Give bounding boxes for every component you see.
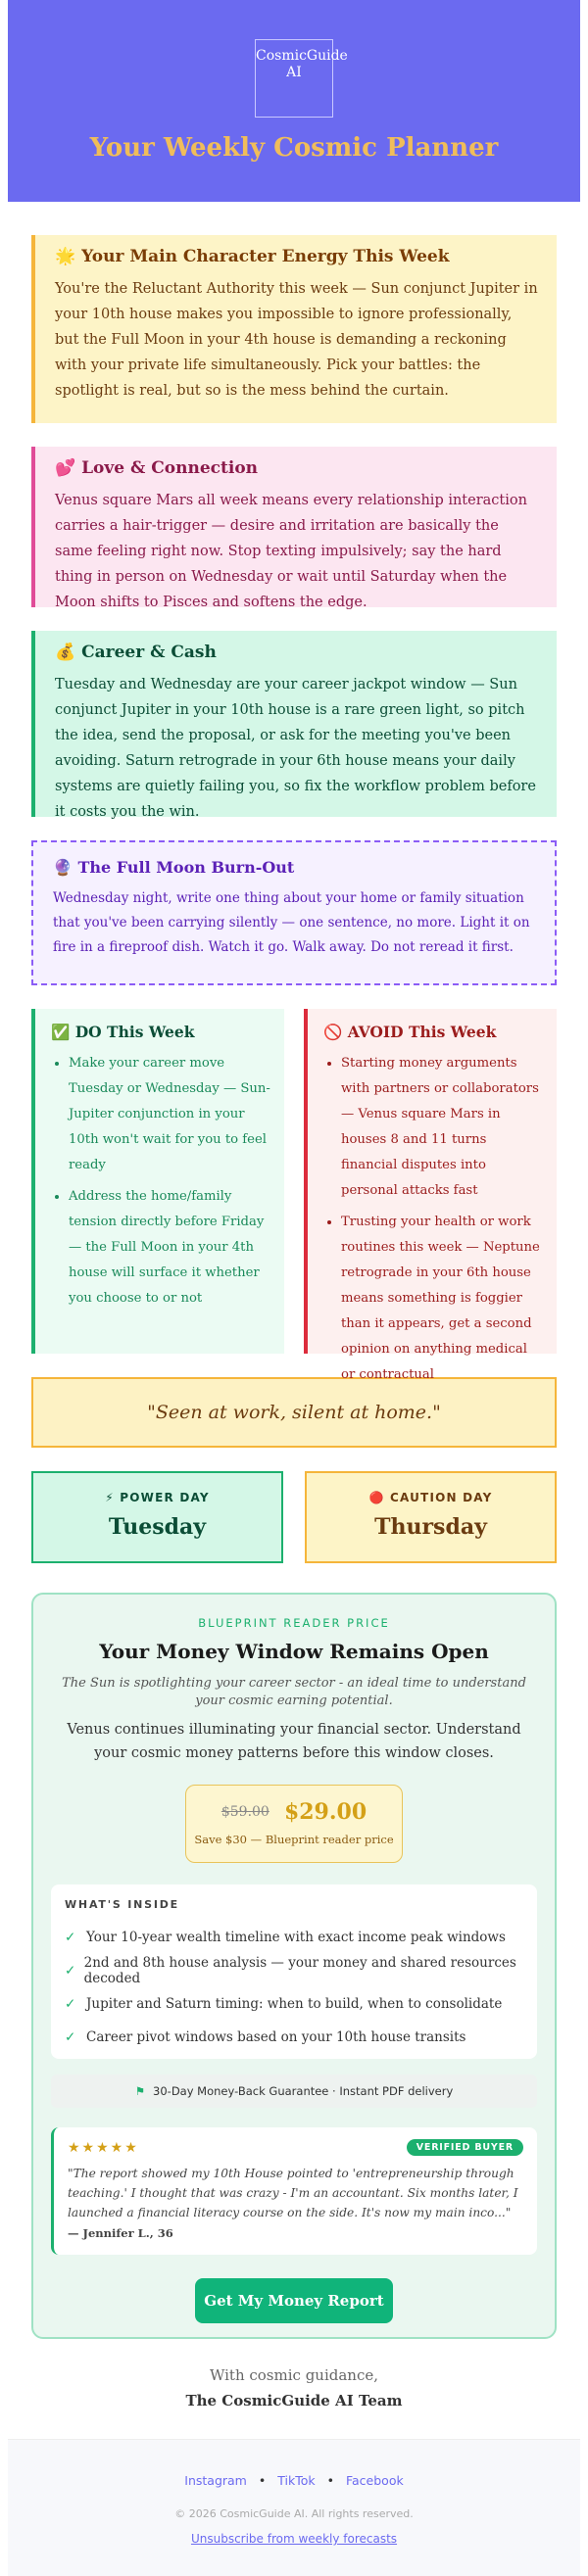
star-rating-icon: ★★★★★ bbox=[68, 2139, 139, 2156]
checkmark-icon: ✓ bbox=[65, 1996, 76, 2012]
facebook-link[interactable]: Facebook bbox=[345, 2473, 404, 2488]
tiktok-link[interactable]: TikTok bbox=[277, 2473, 316, 2488]
career-heading: 💰 Career & Cash bbox=[55, 643, 217, 662]
header bbox=[8, 0, 580, 202]
price-box bbox=[185, 1785, 403, 1863]
avoid-list bbox=[323, 1051, 543, 1388]
energy-body: You're the Reluctant Authority this week — Sun conjunct Jupiter in your 10th house makes you impossible to ignore professionally, but the Full Moon in your 4th house is demanding a reckoning with your private life simultaneously. Pick your battles: the spotlight is real, but so is the mess behind the curtain. bbox=[55, 281, 538, 399]
caution-day-label: 🔴 CAUTION DAY bbox=[368, 1491, 493, 1504]
content bbox=[0, 235, 588, 2409]
inside-item bbox=[65, 1954, 523, 1987]
do-item: • Make your career move Tuesday or Wednesday — Sun-Jupiter conjunction in your 10th won't wait for you to feel ready bbox=[69, 1051, 270, 1178]
testimonial-card bbox=[51, 2127, 537, 2255]
unsubscribe-link[interactable]: Unsubscribe from weekly forecasts bbox=[190, 2532, 398, 2546]
love-section bbox=[31, 447, 557, 610]
do-column bbox=[31, 1009, 284, 1354]
instagram-link[interactable]: Instagram bbox=[184, 2473, 247, 2488]
do-list bbox=[51, 1051, 270, 1312]
power-day-card bbox=[31, 1471, 283, 1563]
inside-item bbox=[65, 2021, 523, 2054]
checkmark-icon: ✓ bbox=[65, 1930, 76, 1945]
footer bbox=[8, 2439, 580, 2576]
full-moon-heading: 🔮 The Full Moon Burn-Out bbox=[53, 858, 295, 877]
inside-item-label: Your 10-year wealth timeline with exact income peak windows bbox=[86, 1930, 506, 1945]
do-avoid-columns bbox=[31, 1009, 557, 1382]
love-body: Venus square Mars all week means every relationship interaction carries a hair-trigger — desire and irritation are basically the same feeling right now. Stop texting impulsively; say the hard thing in person on Wednesday or wait until Saturday when the Moon shifts to Pisces and softens the edge. bbox=[55, 493, 527, 610]
inside-item-label: Jupiter and Saturn timing: when to build, when to consolidate bbox=[86, 1996, 503, 2012]
power-day-label: ⚡ POWER DAY bbox=[105, 1491, 210, 1504]
get-money-report-button[interactable]: Get My Money Report bbox=[195, 2278, 393, 2323]
career-body: Tuesday and Wednesday are your career jackpot window — Sun conjunct Jupiter in your 10th house is a rare green light, so pitch the idea, send the proposal, or ask for the meeting you've been avoiding. Saturn retrograde in your 6th house means your daily systems are quietly failing you, so fix the workflow problem before it costs you the win. bbox=[55, 677, 536, 820]
logo-image: CosmicGuide AI bbox=[255, 39, 333, 118]
caution-day-card bbox=[305, 1471, 557, 1563]
signoff-team: The CosmicGuide AI Team bbox=[185, 2392, 403, 2409]
guarantee-text: 30-Day Money-Back Guarantee · Instant PDF delivery bbox=[153, 2084, 454, 2098]
offer-title: Your Money Window Remains Open bbox=[99, 1640, 489, 1663]
testimonial-text: "The report showed my 10th House pointed to 'entrepreneurship through teaching.' I thought that was crazy - I'm an accountant. Six months later, I launched a financial literacy course on the side. It's now my main inco..." bbox=[68, 2167, 518, 2219]
power-day-value: Tuesday bbox=[108, 1514, 207, 1540]
testimonial-header bbox=[68, 2139, 523, 2156]
inside-item-label: 2nd and 8th house analysis — your money and shared resources decoded bbox=[83, 1955, 516, 1986]
guarantee-bar bbox=[51, 2075, 537, 2108]
inside-item bbox=[65, 1987, 523, 2021]
checkmark-icon: ✓ bbox=[65, 1963, 76, 1979]
career-section bbox=[31, 631, 557, 820]
offer-body: Venus continues illuminating your financial sector. Understand your cosmic money patterns before this window closes. bbox=[67, 1722, 521, 1761]
whats-inside-title: WHAT'S INSIDE bbox=[65, 1898, 179, 1911]
whats-inside-box bbox=[51, 1884, 537, 2059]
separator-dot: • bbox=[326, 2473, 334, 2488]
copyright: © 2026 CosmicGuide AI. All rights reserved. bbox=[174, 2507, 414, 2520]
full-moon-section bbox=[31, 840, 557, 985]
avoid-column bbox=[304, 1009, 557, 1382]
caution-day-value: Thursday bbox=[374, 1514, 487, 1540]
inside-item bbox=[65, 1921, 523, 1954]
price-save-note: Save $30 — Blueprint reader price bbox=[194, 1833, 394, 1846]
price-new: $29.00 bbox=[283, 1799, 368, 1825]
avoid-item: • Starting money arguments with partners or collaborators — Venus square Mars in houses 8 and 11 turns financial disputes into personal attacks fast bbox=[341, 1051, 543, 1204]
energy-section bbox=[31, 235, 557, 423]
verified-buyer-badge: VERIFIED BUYER bbox=[407, 2139, 523, 2156]
separator-dot: • bbox=[258, 2473, 267, 2488]
quote-text: "Seen at work, silent at home." bbox=[147, 1402, 441, 1423]
full-moon-body: Wednesday night, write one thing about your home or family situation that you've been carrying silently — one sentence, no more. Light it on fire in a fireproof dish. Watch it go. Walk away. Do not reread it first. bbox=[53, 890, 530, 955]
do-item: • Address the home/family tension directly before Friday — the Full Moon in your 4th house will surface it whether you choose to or not bbox=[69, 1184, 270, 1312]
signoff bbox=[31, 2366, 557, 2409]
offer-subtitle: The Sun is spotlighting your career sector - an ideal time to understand your cosmic earning potential. bbox=[62, 1676, 526, 1708]
flag-icon: ⚑ bbox=[134, 2084, 146, 2098]
do-heading: ✅ DO This Week bbox=[51, 1023, 195, 1041]
avoid-heading: 🚫 AVOID This Week bbox=[323, 1023, 497, 1041]
offer-eyebrow: BLUEPRINT READER PRICE bbox=[198, 1616, 390, 1630]
testimonial-author: — Jennifer L., 36 bbox=[68, 2226, 173, 2240]
avoid-item: • Trusting your health or work routines this week — Neptune retrograde in your 6th house means something is foggier than it appears, get a second opinion on anything medical or contractual bbox=[341, 1210, 543, 1388]
offer-card bbox=[31, 1593, 557, 2339]
signoff-line: With cosmic guidance, bbox=[209, 2366, 379, 2384]
page-title: Your Weekly Cosmic Planner bbox=[89, 133, 499, 163]
day-cards bbox=[31, 1471, 557, 1563]
social-links bbox=[8, 2473, 580, 2488]
energy-heading: 🌟 Your Main Character Energy This Week bbox=[55, 247, 450, 266]
checkmark-icon: ✓ bbox=[65, 2029, 76, 2045]
inside-item-label: Career pivot windows based on your 10th house transits bbox=[86, 2029, 466, 2045]
price-old: $59.00 bbox=[220, 1804, 270, 1820]
love-heading: 💕 Love & Connection bbox=[55, 458, 259, 478]
